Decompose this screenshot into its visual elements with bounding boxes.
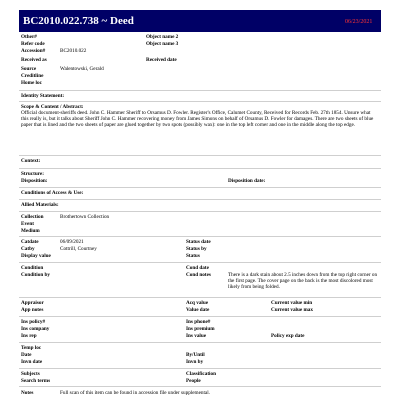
divider: [19, 236, 381, 237]
divider: [19, 211, 381, 212]
cond-notes-value: There is a dark stain about 2.5 inches down from the top right corner on the first page. The cover page on the back is the most discolored most likely from being folded.: [228, 272, 378, 290]
divider: [19, 297, 381, 298]
temp-loc-label: Temp loc: [21, 345, 42, 351]
inventory-by-label: Invn by: [186, 359, 204, 365]
people-label: People: [186, 378, 201, 384]
condition-label: Condition: [21, 265, 44, 271]
divider: [19, 342, 381, 343]
search-terms-label: Search terms: [21, 378, 51, 384]
record-date: 06/23/2021: [345, 19, 373, 25]
policy-exp-date-label: Policy exp date: [271, 333, 305, 339]
conditions-access-label: Conditions of Access & Use:: [21, 190, 84, 196]
medium-label: Medium: [21, 228, 40, 234]
divider: [19, 187, 381, 188]
status-date-label: Status date: [186, 239, 211, 245]
cond-notes-label: Cond notes: [186, 272, 211, 278]
divider: [19, 386, 381, 387]
collection-label: Collection: [21, 214, 44, 220]
current-value-min-label: Current value min: [271, 300, 313, 306]
record-title: BC2010.022.738 ~ Deed: [23, 15, 134, 27]
date-label: Date: [21, 352, 32, 358]
appraisor-label: Appraisor: [21, 300, 44, 306]
disposition-date-label: Disposition date:: [228, 178, 266, 184]
divider: [19, 316, 381, 317]
acq-value-label: Acq value: [186, 300, 209, 306]
status-label: Status: [186, 253, 200, 259]
event-label: Event: [21, 221, 34, 227]
refer-code-label: Refer code: [21, 41, 45, 47]
app-notes-label: App notes: [21, 307, 44, 313]
allied-materials-label: Allied Materials:: [21, 202, 59, 208]
collection-value: Brothertown Collection: [60, 214, 110, 220]
divider: [19, 168, 381, 169]
other-num-label: Other#: [21, 34, 37, 40]
status-by-label: Status by: [186, 246, 207, 252]
catdate-value: 06/09/2021: [60, 239, 84, 245]
accession-value: BC2010.022: [60, 48, 87, 54]
condition-by-label: Condition by: [21, 272, 50, 278]
ins-company-label: Ins company: [21, 326, 50, 332]
notes-value: Full scan of this item can be found in accession file under supplemental.: [60, 390, 210, 396]
catby-value: Cottrill, Courtney: [60, 246, 97, 252]
object-name-2-label: Object name 2: [146, 34, 179, 40]
subjects-label: Subjects: [21, 371, 40, 377]
ins-policy-label: Ins policy#: [21, 319, 46, 325]
divider: [19, 90, 381, 91]
current-value-max-label: Current value max: [271, 307, 313, 313]
classification-label: Classification: [186, 371, 216, 377]
by-until-label: By/Until: [186, 352, 205, 358]
creditline-label: Creditline: [21, 73, 44, 79]
scope-text: Official document-sheriffs deed. John C. Hammer Sheriff to Orsamus D. Fowler. Register's Office, Calumet County, Received for Records Feb. 27th 1854. Unsure what this really is, but it talks about Sheriff John C. Hammer recovering money from James Simons on behalf of Orsamus D. Fowler for damages. There are two sheets of blue paper that is lined and the two sheets of paper are glued together by two spots (possibly wax): one in the top left corner and one in the middle along the top edge.: [21, 110, 374, 128]
context-label: Context:: [21, 158, 41, 164]
catdate-label: Catdate: [21, 239, 39, 245]
source-label: Source: [21, 66, 37, 72]
divider: [19, 155, 381, 156]
object-name-3-label: Object name 3: [146, 41, 179, 47]
scope-label: Scope & Content / Abstract:: [21, 104, 84, 110]
home-loc-label: Home loc: [21, 80, 42, 86]
catby-label: Catby: [21, 246, 35, 252]
display-value-label: Display value: [21, 253, 51, 259]
value-date-label: Value date: [186, 307, 210, 313]
accession-label: Accession#: [21, 48, 46, 54]
disposition-label: Disposition:: [21, 178, 48, 184]
divider: [19, 368, 381, 369]
ins-value-label: Ins value: [186, 333, 207, 339]
cond-date-label: Cond date: [186, 265, 209, 271]
notes-label: Notes: [21, 390, 34, 396]
ins-phone-label: Ins phone#: [186, 319, 211, 325]
received-as-label: Received as: [21, 57, 47, 63]
source-value: Walentowski, Gerald: [60, 66, 104, 72]
divider: [19, 101, 381, 102]
divider: [19, 262, 381, 263]
inventory-date-label: Invn date: [21, 359, 43, 365]
received-date-label: Received date: [146, 57, 177, 63]
identity-statement-label: Identity Statement:: [21, 93, 65, 99]
structure-label: Structure:: [21, 171, 44, 177]
divider: [19, 199, 381, 200]
ins-premium-label: Ins premium: [186, 326, 215, 332]
ins-rep-label: Ins rep: [21, 333, 37, 339]
